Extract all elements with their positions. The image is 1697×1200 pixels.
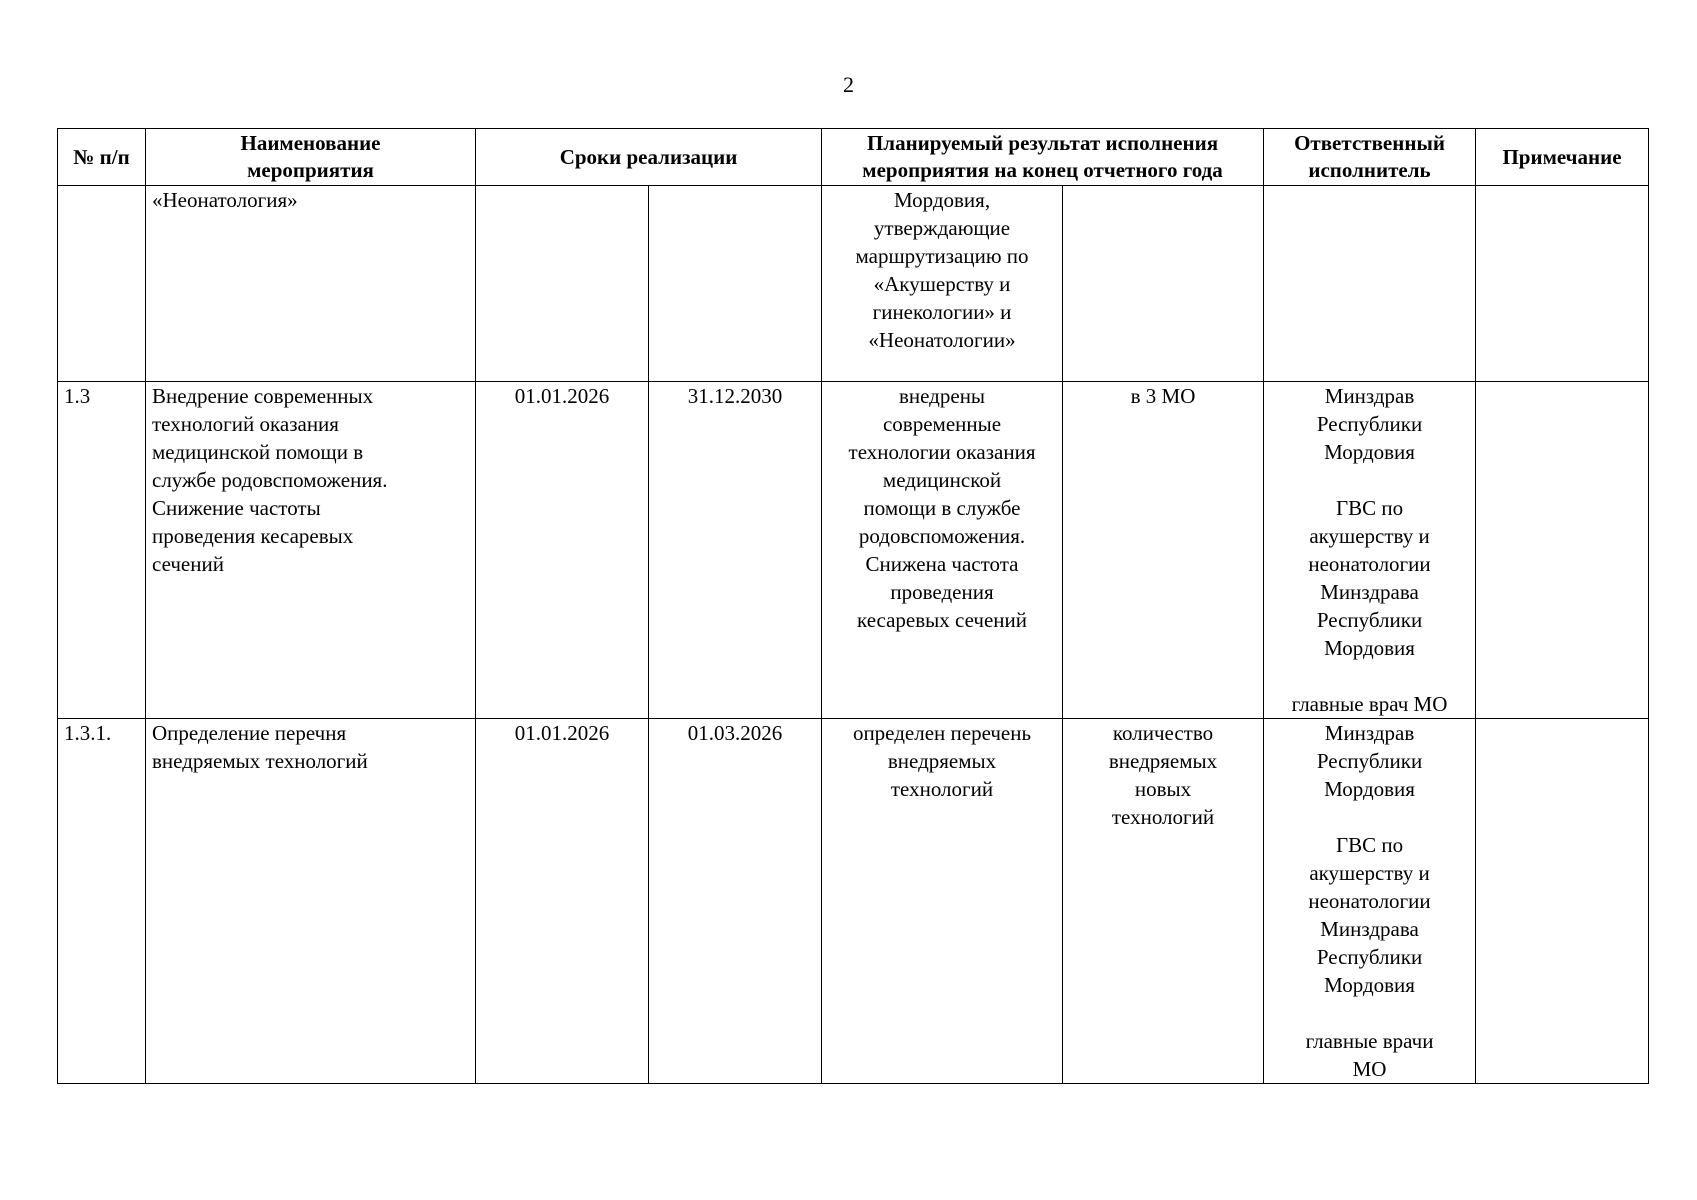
table-row xyxy=(58,186,1649,382)
cell-note xyxy=(1476,719,1649,1084)
cell-start xyxy=(476,186,649,382)
cell-end: 31.12.2030 xyxy=(649,382,822,719)
table-row xyxy=(58,382,1649,719)
cell-responsible: Минздрав Республики Мордовия ГВС по акушерству и неонатологии Минздрава Республики Мордовия главные врачи МО xyxy=(1264,719,1476,1084)
cell-end xyxy=(649,186,822,382)
cell-responsible xyxy=(1264,186,1476,382)
cell-indicator xyxy=(1063,186,1264,382)
header-terms: Сроки реализации xyxy=(476,129,822,186)
cell-note xyxy=(1476,382,1649,719)
cell-name: Внедрение современных технологий оказания медицинской помощи в службе родовспоможения. Снижение частоты проведения кесаревых сечений xyxy=(146,382,476,719)
cell-name: «Неонатология» xyxy=(146,186,476,382)
page-number: 2 xyxy=(843,72,854,97)
cell-indicator: в 3 МО xyxy=(1063,382,1264,719)
cell-result: определен перечень внедряемых технологий xyxy=(822,719,1063,1084)
header-name: Наименование мероприятия xyxy=(146,129,476,186)
cell-result: Мордовия, утверждающие маршрутизацию по «Акушерству и гинекологии» и «Неонатологии» xyxy=(822,186,1063,382)
cell-num xyxy=(58,186,146,382)
header-row xyxy=(58,129,1649,186)
cell-name: Определение перечня внедряемых технологий xyxy=(146,719,476,1084)
plan-table xyxy=(57,128,1649,1084)
table-row xyxy=(58,719,1649,1084)
cell-start: 01.01.2026 xyxy=(476,382,649,719)
header-num: № п/п xyxy=(58,129,146,186)
cell-result: внедрены современные технологии оказания медицинской помощи в службе родовспоможения. Снижена частота проведения кесаревых сечений xyxy=(822,382,1063,719)
cell-start: 01.01.2026 xyxy=(476,719,649,1084)
header-responsible: Ответственный исполнитель xyxy=(1264,129,1476,186)
header-note: Примечание xyxy=(1476,129,1649,186)
cell-end: 01.03.2026 xyxy=(649,719,822,1084)
cell-note xyxy=(1476,186,1649,382)
cell-indicator: количество внедряемых новых технологий xyxy=(1063,719,1264,1084)
cell-num: 1.3.1. xyxy=(58,719,146,1084)
cell-responsible: Минздрав Республики Мордовия ГВС по акушерству и неонатологии Минздрава Республики Мордовия главные врач МО xyxy=(1264,382,1476,719)
header-result: Планируемый результат исполнения мероприятия на конец отчетного года xyxy=(822,129,1264,186)
cell-num: 1.3 xyxy=(58,382,146,719)
